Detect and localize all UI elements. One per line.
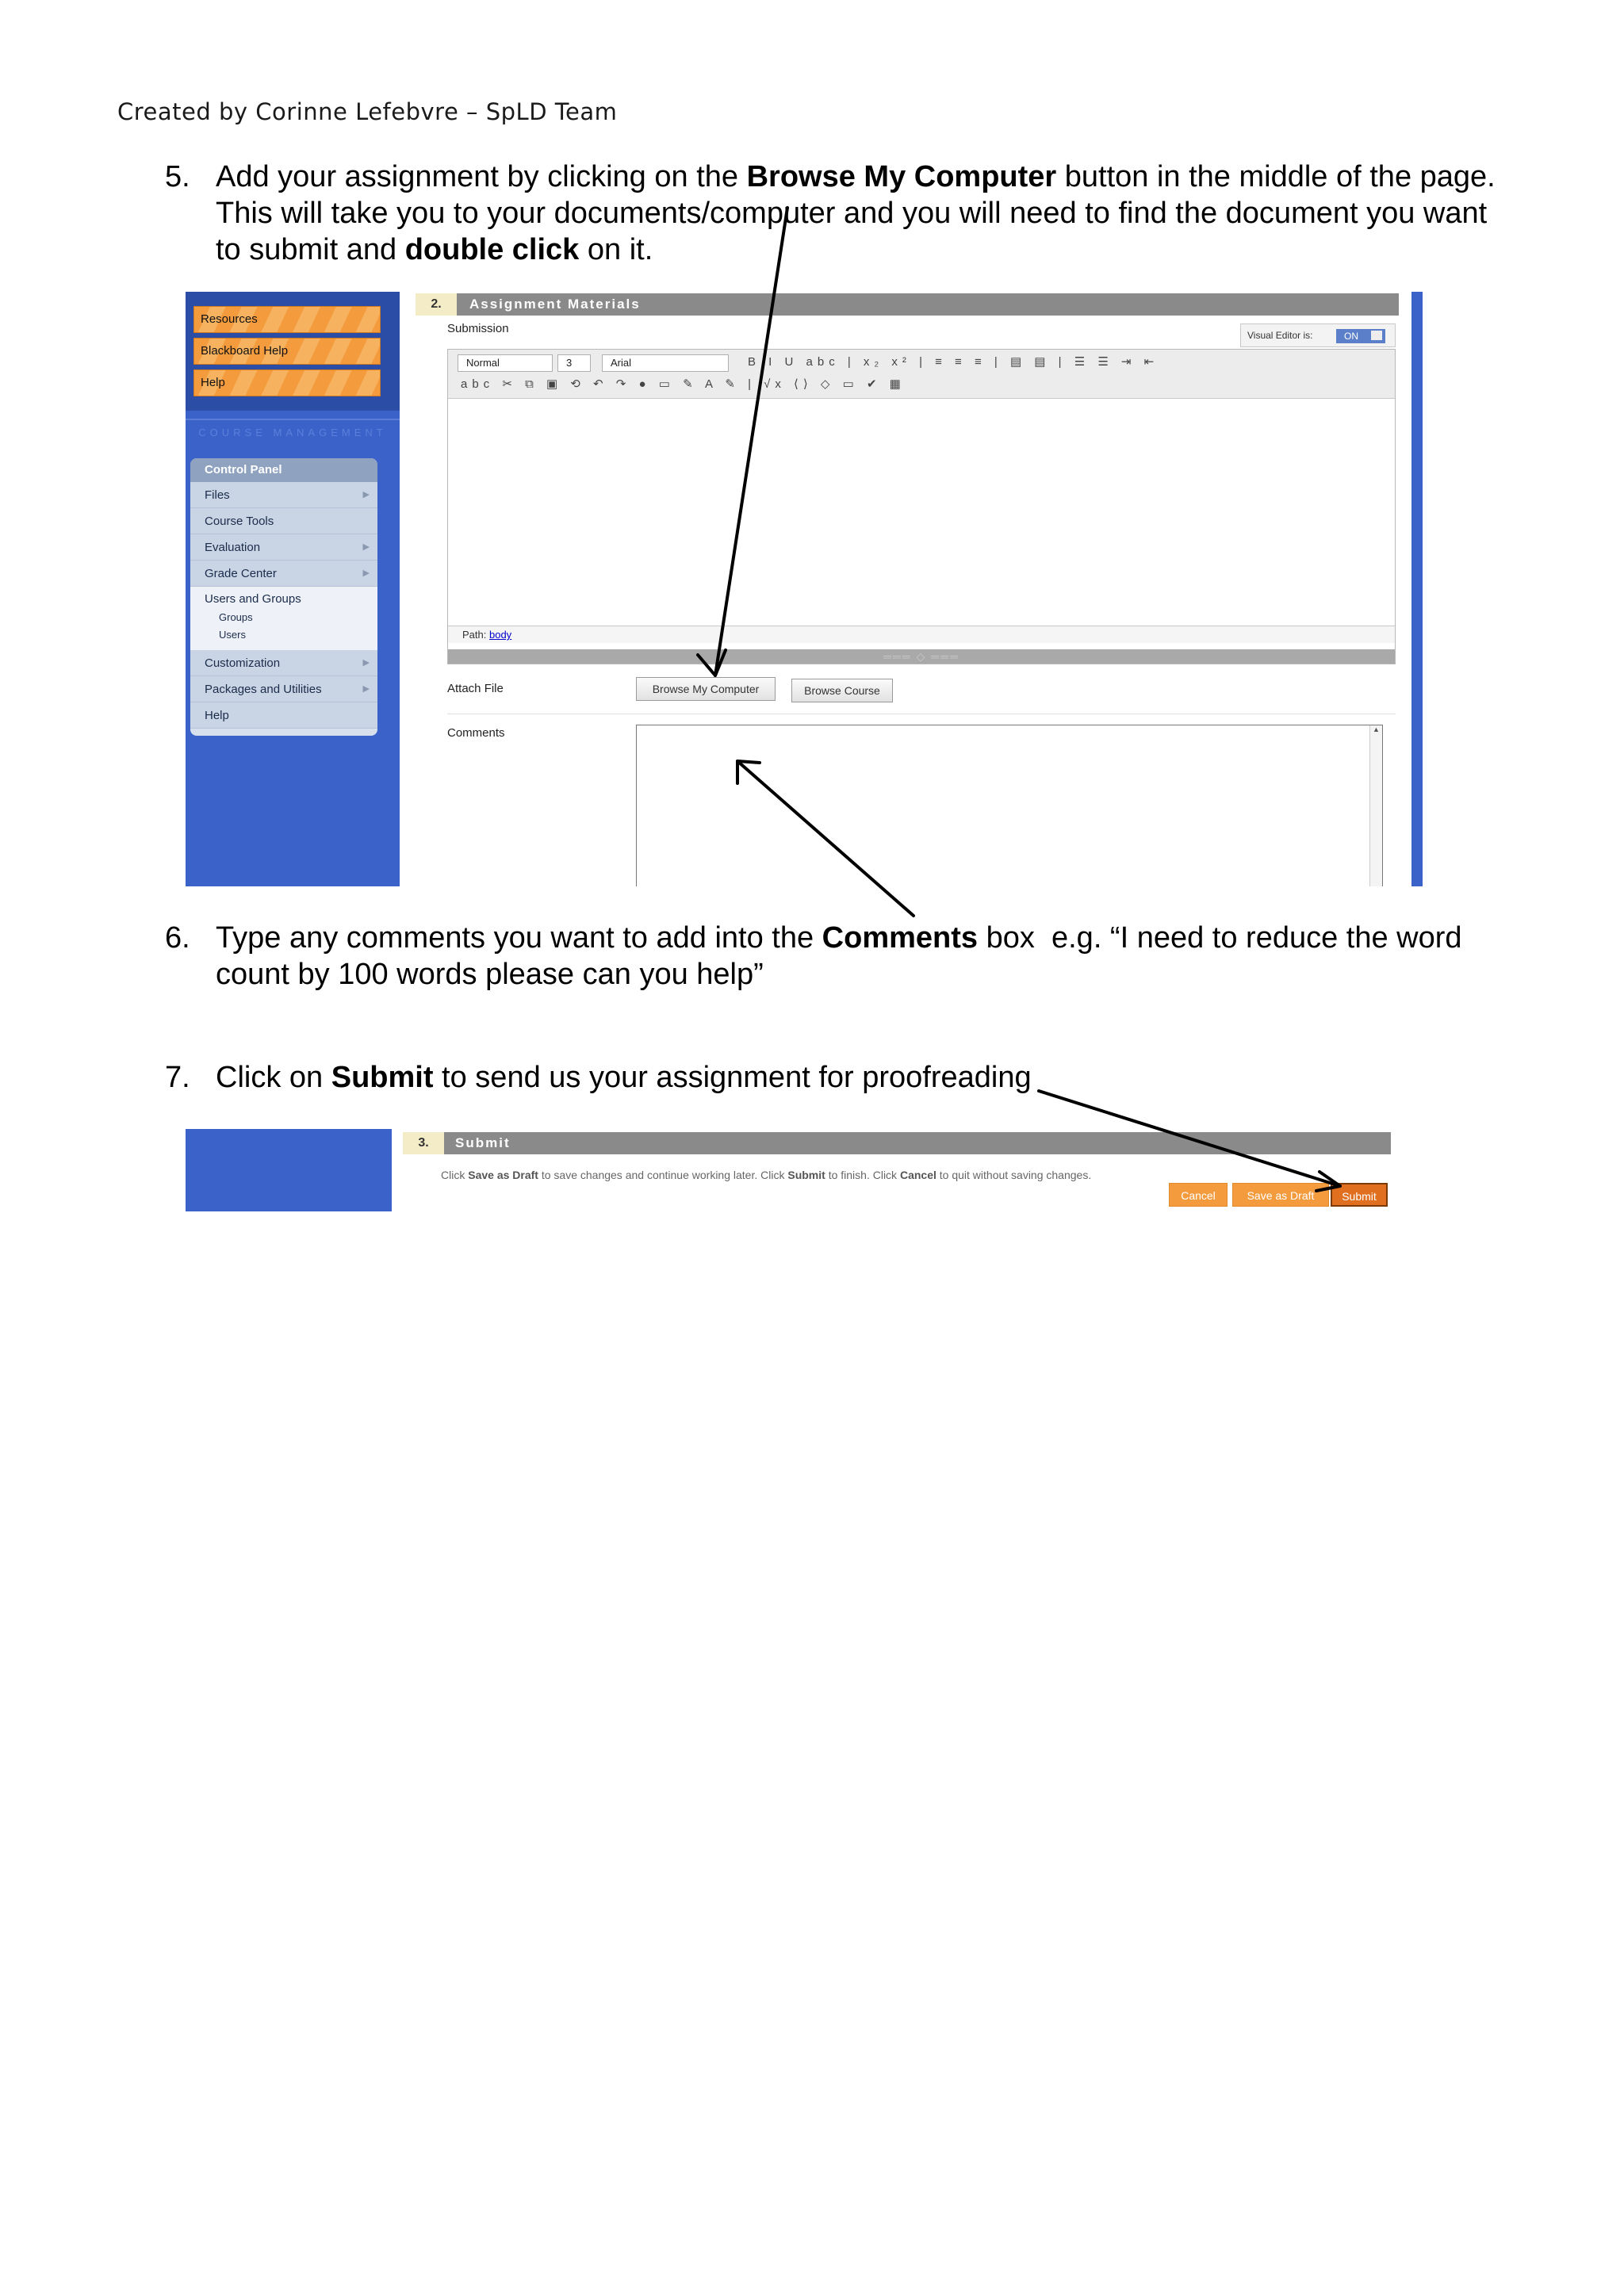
step-7-number: 7. [165, 1061, 190, 1094]
path-body-link[interactable]: body [488, 629, 512, 641]
submission-editor[interactable] [447, 349, 1396, 664]
control-panel-item-help[interactable]: Help [190, 702, 377, 729]
save-as-draft-button[interactable]: Save as Draft [1232, 1183, 1329, 1207]
control-panel-item-packages-utilities[interactable]: Packages and Utilities ▶ [190, 676, 377, 702]
step-6-text: box e.g. “I need to reduce the word [978, 921, 1462, 955]
visual-editor-toggle[interactable]: Visual Editor is: ON [1240, 323, 1396, 347]
editor-toolbar [448, 350, 1395, 399]
sidebar-button-help[interactable]: Help [193, 369, 381, 396]
submenu-users[interactable]: Users [219, 629, 246, 641]
submit-instructions: Click Save as Draft to save changes and continue working later. Click Submit to finish. Click Cancel to quit without saving changes. [441, 1169, 1092, 1181]
font-select[interactable]: Arial [602, 354, 729, 372]
step-5-bold-browse: Browse My Computer [746, 160, 1057, 193]
chevron-right-icon: ▶ [362, 568, 370, 578]
control-panel-item-files[interactable]: Files ▶ [190, 482, 377, 508]
step-6-line-2: count by 100 words please can you help” [216, 958, 764, 991]
step-5-bold-double-click: double click [404, 233, 580, 266]
visual-editor-state[interactable]: ON [1336, 329, 1385, 343]
control-panel-item-course-tools[interactable]: Course Tools [190, 508, 377, 534]
sidebar-button-blackboard-help[interactable]: Blackboard Help [193, 338, 381, 365]
chevron-right-icon: ▶ [362, 490, 370, 499]
section-title: Submit [455, 1135, 511, 1150]
chevron-right-icon: ▶ [362, 684, 370, 694]
browse-course-button[interactable]: Browse Course [791, 679, 893, 702]
control-panel-header[interactable]: Control Panel [190, 458, 377, 482]
submission-label: Submission [447, 322, 509, 335]
step-7-bold-submit: Submit [331, 1061, 434, 1094]
control-panel-item-grade-center[interactable]: Grade Center ▶ [190, 561, 377, 587]
screenshot-assignment-materials [186, 292, 1423, 886]
chevron-right-icon: ▶ [362, 542, 370, 552]
format-select[interactable]: Normal [458, 354, 553, 372]
section-title: Assignment Materials [469, 297, 641, 312]
step-5-text: button in the middle of the page. [1056, 160, 1496, 193]
cancel-button[interactable]: Cancel [1169, 1183, 1228, 1207]
chevron-right-icon: ▶ [362, 658, 370, 668]
document-header: Created by Corinne Lefebvre – SpLD Team [117, 98, 618, 125]
control-panel [190, 458, 377, 736]
step-5-number: 5. [165, 160, 190, 193]
submit-button[interactable]: Submit [1331, 1183, 1388, 1207]
control-panel-item-evaluation[interactable]: Evaluation ▶ [190, 534, 377, 561]
step-5-text: on it. [579, 233, 653, 266]
editor-resize-handle[interactable]: ═══ ◇ ═══ [448, 649, 1395, 664]
submenu-groups[interactable]: Groups [219, 611, 253, 623]
step-6-number: 6. [165, 921, 190, 955]
editor-path-bar: Path: body [448, 626, 1395, 643]
control-panel-item-users-and-groups[interactable]: Users and Groups Groups Users [190, 587, 377, 650]
step-5-text: to submit and [216, 233, 405, 266]
comments-textarea[interactable] [636, 725, 1383, 886]
comments-label: Comments [447, 726, 505, 740]
section-header-submit [403, 1132, 1391, 1154]
step-6-bold-comments: Comments [822, 921, 979, 955]
browse-my-computer-button[interactable]: Browse My Computer [636, 677, 776, 701]
editing-icons[interactable]: abc ✂ ⧉ ▣ ⟲ ↶ ↷ ● ▭ ✎ A ✎ | √x ⟨⟩ ◇ ▭ ✔ ▦ [461, 377, 906, 391]
formatting-icons[interactable]: B I U abc | x₂ x² | ≡ ≡ ≡ | ▤ ▤ | ☰ ☰ ⇥ ⇤ [748, 355, 1159, 369]
attach-file-label: Attach File [447, 682, 504, 695]
step-7-text: Click on [216, 1061, 331, 1094]
course-sidebar [186, 1129, 392, 1211]
step-5-line-2: This will take you to your documents/computer and you will need to find the document you want [216, 197, 1488, 230]
size-select[interactable]: 3 [557, 354, 591, 372]
section-header-assignment-materials [416, 293, 1399, 316]
screenshot-submit [186, 1129, 1391, 1211]
section-number: 3. [403, 1132, 444, 1154]
step-7-text: to send us your assignment for proofreading [433, 1061, 1032, 1094]
section-number: 2. [416, 293, 457, 316]
step-5-text: Add your assignment by clicking on the [216, 160, 747, 193]
scrollbar[interactable]: ▲ [1369, 725, 1382, 886]
course-management-label: COURSE MANAGEMENT [198, 427, 387, 438]
course-sidebar [186, 292, 400, 886]
step-6-text: Type any comments you want to add into the [216, 921, 822, 955]
control-panel-item-customization[interactable]: Customization ▶ [190, 650, 377, 676]
sidebar-button-resources[interactable]: Resources [193, 306, 381, 333]
